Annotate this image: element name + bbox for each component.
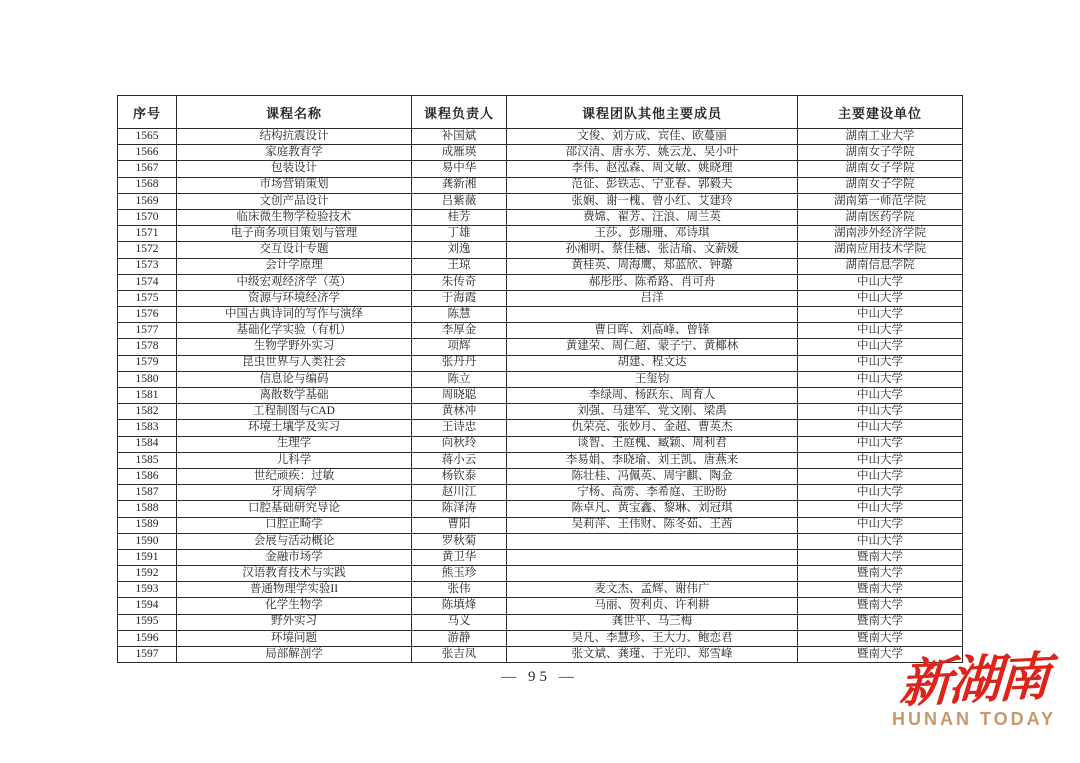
table-row xyxy=(118,485,963,501)
leader-cell: 朱传奇 xyxy=(412,274,507,290)
course-name-cell: 生理学 xyxy=(177,436,412,452)
leader-cell: 向秋玲 xyxy=(412,436,507,452)
serial-cell: 1594 xyxy=(118,598,177,614)
course-name-cell: 电子商务项目策划与管理 xyxy=(177,226,412,242)
header-team-members: 课程团队其他主要成员 xyxy=(507,96,798,129)
serial-cell: 1577 xyxy=(118,323,177,339)
table-row xyxy=(118,290,963,306)
table-row xyxy=(118,177,963,193)
team-members-cell: 李易娟、李晓瑜、刘王凯、唐燕来 xyxy=(507,452,798,468)
serial-cell: 1583 xyxy=(118,420,177,436)
serial-cell: 1574 xyxy=(118,274,177,290)
leader-cell: 罗秋菊 xyxy=(412,533,507,549)
course-table xyxy=(117,95,963,663)
table-row xyxy=(118,566,963,582)
team-members-cell xyxy=(507,566,798,582)
course-name-cell: 信息论与编码 xyxy=(177,371,412,387)
leader-cell: 龚新湘 xyxy=(412,177,507,193)
table-row xyxy=(118,339,963,355)
course-name-cell: 家庭教育学 xyxy=(177,145,412,161)
institution-cell: 湖南第一师范学院 xyxy=(798,193,963,209)
table-body xyxy=(118,129,963,663)
institution-cell: 中山大学 xyxy=(798,452,963,468)
course-name-cell: 化学生物学 xyxy=(177,598,412,614)
course-name-cell: 离散数学基础 xyxy=(177,388,412,404)
table-row xyxy=(118,582,963,598)
serial-cell: 1569 xyxy=(118,193,177,209)
serial-cell: 1593 xyxy=(118,582,177,598)
serial-cell: 1595 xyxy=(118,614,177,630)
leader-cell: 张吉凤 xyxy=(412,647,507,663)
serial-cell: 1591 xyxy=(118,549,177,565)
header-leader: 课程负责人 xyxy=(412,96,507,129)
course-name-cell: 基础化学实验（有机） xyxy=(177,323,412,339)
team-members-cell: 吴莉萍、王伟财、陈冬茹、王茜 xyxy=(507,517,798,533)
leader-cell: 马义 xyxy=(412,614,507,630)
team-members-cell: 范征、彭铁志、宁亚春、郭毅夫 xyxy=(507,177,798,193)
institution-cell: 暨南大学 xyxy=(798,614,963,630)
table-row xyxy=(118,468,963,484)
team-members-cell: 邵汉清、唐永芳、姚云龙、吴小叶 xyxy=(507,145,798,161)
serial-cell: 1565 xyxy=(118,129,177,145)
institution-cell: 中山大学 xyxy=(798,274,963,290)
institution-cell: 暨南大学 xyxy=(798,647,963,663)
leader-cell: 成雁瑛 xyxy=(412,145,507,161)
institution-cell: 湖南女子学院 xyxy=(798,177,963,193)
course-name-cell: 野外实习 xyxy=(177,614,412,630)
table-row xyxy=(118,598,963,614)
serial-cell: 1588 xyxy=(118,501,177,517)
institution-cell: 中山大学 xyxy=(798,436,963,452)
course-name-cell: 儿科学 xyxy=(177,452,412,468)
table-row xyxy=(118,274,963,290)
course-name-cell: 金融市场学 xyxy=(177,549,412,565)
team-members-cell: 谈智、王庭槐、臧颖、周利君 xyxy=(507,436,798,452)
team-members-cell: 宁杨、高雳、李希庭、王盼盼 xyxy=(507,485,798,501)
institution-cell: 中山大学 xyxy=(798,388,963,404)
team-members-cell: 黄桂英、周海鹰、郑蓝欣、钟璐 xyxy=(507,258,798,274)
team-members-cell: 曹日晖、刘高峰、曾锋 xyxy=(507,323,798,339)
serial-cell: 1573 xyxy=(118,258,177,274)
table-row xyxy=(118,258,963,274)
table-row xyxy=(118,404,963,420)
table-row xyxy=(118,420,963,436)
course-name-cell: 牙周病学 xyxy=(177,485,412,501)
team-members-cell: 李绿周、杨跃东、周育人 xyxy=(507,388,798,404)
leader-cell: 张伟 xyxy=(412,582,507,598)
serial-cell: 1568 xyxy=(118,177,177,193)
page-number: — 95 — xyxy=(501,669,578,685)
leader-cell: 蒋小云 xyxy=(412,452,507,468)
course-name-cell: 昆虫世界与人类社会 xyxy=(177,355,412,371)
course-name-cell: 临床微生物学检验技术 xyxy=(177,209,412,225)
course-name-cell: 工程制图与CAD xyxy=(177,404,412,420)
leader-cell: 黄林冲 xyxy=(412,404,507,420)
serial-cell: 1582 xyxy=(118,404,177,420)
header-serial: 序号 xyxy=(118,96,177,129)
table-header-row xyxy=(118,96,963,129)
institution-cell: 暨南大学 xyxy=(798,566,963,582)
team-members-cell: 吴凡、李慧珍、王大力、鲍恋君 xyxy=(507,630,798,646)
institution-cell: 湖南医药学院 xyxy=(798,209,963,225)
table-row xyxy=(118,307,963,323)
course-name-cell: 普通物理学实验II xyxy=(177,582,412,598)
course-name-cell: 生物学野外实习 xyxy=(177,339,412,355)
table-row xyxy=(118,630,963,646)
team-members-cell: 马丽、贺利贞、许利耕 xyxy=(507,598,798,614)
serial-cell: 1570 xyxy=(118,209,177,225)
leader-cell: 游静 xyxy=(412,630,507,646)
table-row xyxy=(118,145,963,161)
institution-cell: 中山大学 xyxy=(798,501,963,517)
institution-cell: 暨南大学 xyxy=(798,549,963,565)
course-name-cell: 资源与环境经济学 xyxy=(177,290,412,306)
leader-cell: 陈立 xyxy=(412,371,507,387)
leader-cell: 赵川江 xyxy=(412,485,507,501)
team-members-cell: 刘强、马建军、党文刚、梁禹 xyxy=(507,404,798,420)
serial-cell: 1597 xyxy=(118,647,177,663)
leader-cell: 于海霞 xyxy=(412,290,507,306)
team-members-cell: 黄建荣、周仁超、蒙子宁、黄椰林 xyxy=(507,339,798,355)
team-members-cell xyxy=(507,307,798,323)
table-row xyxy=(118,452,963,468)
institution-cell: 湖南应用技术学院 xyxy=(798,242,963,258)
course-name-cell: 交互设计专题 xyxy=(177,242,412,258)
serial-cell: 1590 xyxy=(118,533,177,549)
institution-cell: 湖南女子学院 xyxy=(798,161,963,177)
institution-cell: 中山大学 xyxy=(798,323,963,339)
table-row xyxy=(118,209,963,225)
table-row xyxy=(118,226,963,242)
institution-cell: 中山大学 xyxy=(798,290,963,306)
serial-cell: 1589 xyxy=(118,517,177,533)
team-members-cell: 文俊、刘方成、宾佳、欧蔓丽 xyxy=(507,129,798,145)
institution-cell: 中山大学 xyxy=(798,533,963,549)
institution-cell: 中山大学 xyxy=(798,485,963,501)
leader-cell: 王诗忠 xyxy=(412,420,507,436)
institution-cell: 湖南信息学院 xyxy=(798,258,963,274)
serial-cell: 1587 xyxy=(118,485,177,501)
leader-cell: 刘逸 xyxy=(412,242,507,258)
institution-cell: 暨南大学 xyxy=(798,582,963,598)
table-row xyxy=(118,161,963,177)
leader-cell: 李厚金 xyxy=(412,323,507,339)
table-row xyxy=(118,517,963,533)
table-row xyxy=(118,193,963,209)
institution-cell: 暨南大学 xyxy=(798,598,963,614)
team-members-cell: 陈壮桂、冯佩英、周宇麒、陶金 xyxy=(507,468,798,484)
team-members-cell: 张娴、谢一槐、曾小红、艾建玲 xyxy=(507,193,798,209)
serial-cell: 1579 xyxy=(118,355,177,371)
institution-cell: 中山大学 xyxy=(798,517,963,533)
table-row xyxy=(118,129,963,145)
course-name-cell: 中级宏观经济学（英） xyxy=(177,274,412,290)
serial-cell: 1578 xyxy=(118,339,177,355)
team-members-cell: 王玺钧 xyxy=(507,371,798,387)
leader-cell: 周晓聪 xyxy=(412,388,507,404)
serial-cell: 1596 xyxy=(118,630,177,646)
table-row xyxy=(118,533,963,549)
serial-cell: 1571 xyxy=(118,226,177,242)
table-row xyxy=(118,647,963,663)
course-name-cell: 会计学原理 xyxy=(177,258,412,274)
institution-cell: 湖南女子学院 xyxy=(798,145,963,161)
team-members-cell: 王莎、彭珊珊、邓诗琪 xyxy=(507,226,798,242)
serial-cell: 1572 xyxy=(118,242,177,258)
table-row xyxy=(118,549,963,565)
leader-cell: 吕紫薇 xyxy=(412,193,507,209)
table-row xyxy=(118,371,963,387)
team-members-cell: 李伟、赵泓森、周文敏、姚晓理 xyxy=(507,161,798,177)
leader-cell: 曹阳 xyxy=(412,517,507,533)
team-members-cell: 胡建、程文达 xyxy=(507,355,798,371)
leader-cell: 黄卫华 xyxy=(412,549,507,565)
table-row xyxy=(118,242,963,258)
team-members-cell xyxy=(507,549,798,565)
team-members-cell: 张文斌、龚瑾、于光印、郑雪峰 xyxy=(507,647,798,663)
serial-cell: 1576 xyxy=(118,307,177,323)
course-name-cell: 口腔正畸学 xyxy=(177,517,412,533)
institution-cell: 中山大学 xyxy=(798,371,963,387)
serial-cell: 1592 xyxy=(118,566,177,582)
institution-cell: 中山大学 xyxy=(798,420,963,436)
leader-cell: 补国斌 xyxy=(412,129,507,145)
institution-cell: 湖南工业大学 xyxy=(798,129,963,145)
serial-cell: 1575 xyxy=(118,290,177,306)
leader-cell: 王琼 xyxy=(412,258,507,274)
table-row xyxy=(118,436,963,452)
logo-english-text: HUNAN TODAY xyxy=(891,709,1057,730)
header-course-name: 课程名称 xyxy=(177,96,412,129)
course-name-cell: 口腔基础研究导论 xyxy=(177,501,412,517)
course-name-cell: 局部解剖学 xyxy=(177,647,412,663)
leader-cell: 项辉 xyxy=(412,339,507,355)
serial-cell: 1567 xyxy=(118,161,177,177)
leader-cell: 陈慧 xyxy=(412,307,507,323)
team-members-cell: 陈卓凡、黄宝鑫、黎琳、刘冠琪 xyxy=(507,501,798,517)
course-name-cell: 汉语教育技术与实践 xyxy=(177,566,412,582)
table-row xyxy=(118,501,963,517)
team-members-cell xyxy=(507,533,798,549)
team-members-cell: 郝彤彤、陈希路、肖可舟 xyxy=(507,274,798,290)
course-name-cell: 文创产品设计 xyxy=(177,193,412,209)
leader-cell: 张丹丹 xyxy=(412,355,507,371)
team-members-cell: 吕洋 xyxy=(507,290,798,306)
course-name-cell: 世纪顽疾：过敏 xyxy=(177,468,412,484)
serial-cell: 1580 xyxy=(118,371,177,387)
course-name-cell: 环境土壤学及实习 xyxy=(177,420,412,436)
course-name-cell: 环境问题 xyxy=(177,630,412,646)
institution-cell: 中山大学 xyxy=(798,307,963,323)
leader-cell: 丁雄 xyxy=(412,226,507,242)
team-members-cell: 仇荣亮、张妙月、金超、曹英杰 xyxy=(507,420,798,436)
course-name-cell: 中国古典诗词的写作与演绎 xyxy=(177,307,412,323)
leader-cell: 桂芳 xyxy=(412,209,507,225)
course-name-cell: 包装设计 xyxy=(177,161,412,177)
team-members-cell: 龚世平、马三梅 xyxy=(507,614,798,630)
course-name-cell: 市场营销策划 xyxy=(177,177,412,193)
leader-cell: 熊玉珍 xyxy=(412,566,507,582)
logo-chinese-calligraphy: 新湖南 xyxy=(898,646,1050,715)
leader-cell: 易中华 xyxy=(412,161,507,177)
team-members-cell: 麦文杰、孟辉、谢伟广 xyxy=(507,582,798,598)
institution-cell: 中山大学 xyxy=(798,404,963,420)
table-row xyxy=(118,355,963,371)
institution-cell: 中山大学 xyxy=(798,468,963,484)
leader-cell: 陈泽涛 xyxy=(412,501,507,517)
serial-cell: 1581 xyxy=(118,388,177,404)
serial-cell: 1584 xyxy=(118,436,177,452)
institution-cell: 中山大学 xyxy=(798,355,963,371)
serial-cell: 1585 xyxy=(118,452,177,468)
institution-cell: 中山大学 xyxy=(798,339,963,355)
team-members-cell: 费嫦、翟芳、汪浪、周兰英 xyxy=(507,209,798,225)
course-name-cell: 会展与活动概论 xyxy=(177,533,412,549)
serial-cell: 1586 xyxy=(118,468,177,484)
table-row xyxy=(118,323,963,339)
table-row xyxy=(118,388,963,404)
header-institution: 主要建设单位 xyxy=(798,96,963,129)
hunan-today-logo xyxy=(884,646,1064,730)
leader-cell: 杨钦泰 xyxy=(412,468,507,484)
leader-cell: 陈填烽 xyxy=(412,598,507,614)
institution-cell: 湖南涉外经济学院 xyxy=(798,226,963,242)
institution-cell: 暨南大学 xyxy=(798,630,963,646)
table-row xyxy=(118,614,963,630)
team-members-cell: 孙湘明、蔡佳穗、张洁瑜、文薪媛 xyxy=(507,242,798,258)
course-name-cell: 结构抗震设计 xyxy=(177,129,412,145)
serial-cell: 1566 xyxy=(118,145,177,161)
